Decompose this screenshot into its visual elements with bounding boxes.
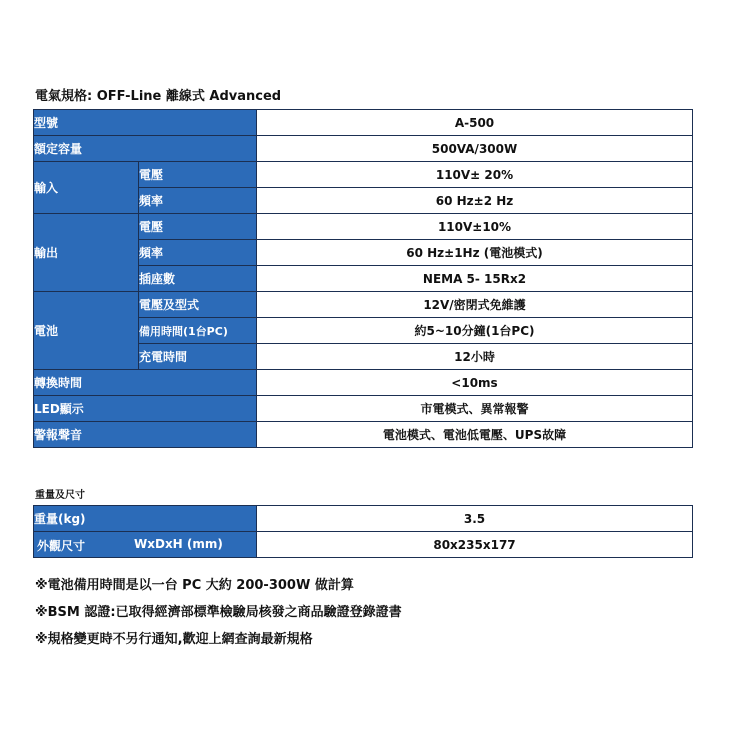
alarm-value: 電池模式、電池低電壓、UPS故障	[257, 422, 693, 448]
note-battery: ※電池備用時間是以一台 PC 大約 200-300W 做計算	[35, 578, 354, 593]
size-sublabel: WxDxH (mm)	[134, 537, 223, 551]
size-label-cell	[34, 532, 257, 558]
dimensions-title: 重量及尺寸	[35, 490, 85, 501]
table-row	[34, 136, 693, 162]
table-row	[34, 162, 693, 188]
note-bsm: ※BSM 認證:已取得經濟部標準檢驗局核發之商品驗證登錄證書	[35, 605, 402, 620]
capacity-label: 額定容量	[34, 136, 257, 162]
spec-title: 電氣規格: OFF-Line 離線式 Advanced	[35, 89, 282, 104]
input-voltage-value: 110V± 20%	[257, 162, 693, 188]
output-voltage-label: 電壓	[139, 214, 257, 240]
table-row	[34, 110, 693, 136]
table-row	[34, 292, 693, 318]
output-freq-label: 頻率	[139, 240, 257, 266]
capacity-value: 500VA/300W	[257, 136, 693, 162]
battery-label: 電池	[34, 292, 139, 370]
transfer-value: <10ms	[257, 370, 693, 396]
output-voltage-value: 110V±10%	[257, 214, 693, 240]
output-freq-value: 60 Hz±1Hz (電池模式)	[257, 240, 693, 266]
spec-table	[33, 109, 693, 448]
input-voltage-label: 電壓	[139, 162, 257, 188]
led-value: 市電模式、異常報警	[257, 396, 693, 422]
note-change: ※規格變更時不另行通知,歡迎上網查詢最新規格	[35, 632, 313, 647]
output-socket-value: NEMA 5- 15Rx2	[257, 266, 693, 292]
model-value: A-500	[257, 110, 693, 136]
weight-label: 重量(kg)	[34, 506, 257, 532]
size-value: 80x235x177	[257, 532, 693, 558]
led-label: LED顯示	[34, 396, 257, 422]
output-socket-label: 插座數	[139, 266, 257, 292]
battery-backup-label: 備用時間(1台PC)	[139, 318, 257, 344]
input-freq-value: 60 Hz±2 Hz	[257, 188, 693, 214]
battery-type-label: 電壓及型式	[139, 292, 257, 318]
table-row	[34, 396, 693, 422]
input-freq-label: 頻率	[139, 188, 257, 214]
table-row	[34, 532, 693, 558]
alarm-label: 警報聲音	[34, 422, 257, 448]
model-label: 型號	[34, 110, 257, 136]
battery-backup-value: 約5~10分鐘(1台PC)	[257, 318, 693, 344]
weight-value: 3.5	[257, 506, 693, 532]
size-label: 外觀尺寸	[37, 539, 86, 553]
output-label: 輸出	[34, 214, 139, 292]
input-label: 輸入	[34, 162, 139, 214]
battery-type-value: 12V/密閉式免維護	[257, 292, 693, 318]
notes	[35, 572, 402, 653]
table-row	[34, 370, 693, 396]
table-row	[34, 422, 693, 448]
transfer-label: 轉換時間	[34, 370, 257, 396]
table-row	[34, 214, 693, 240]
dimensions-table	[33, 505, 693, 558]
table-row	[34, 506, 693, 532]
battery-charge-label: 充電時間	[139, 344, 257, 370]
battery-charge-value: 12小時	[257, 344, 693, 370]
